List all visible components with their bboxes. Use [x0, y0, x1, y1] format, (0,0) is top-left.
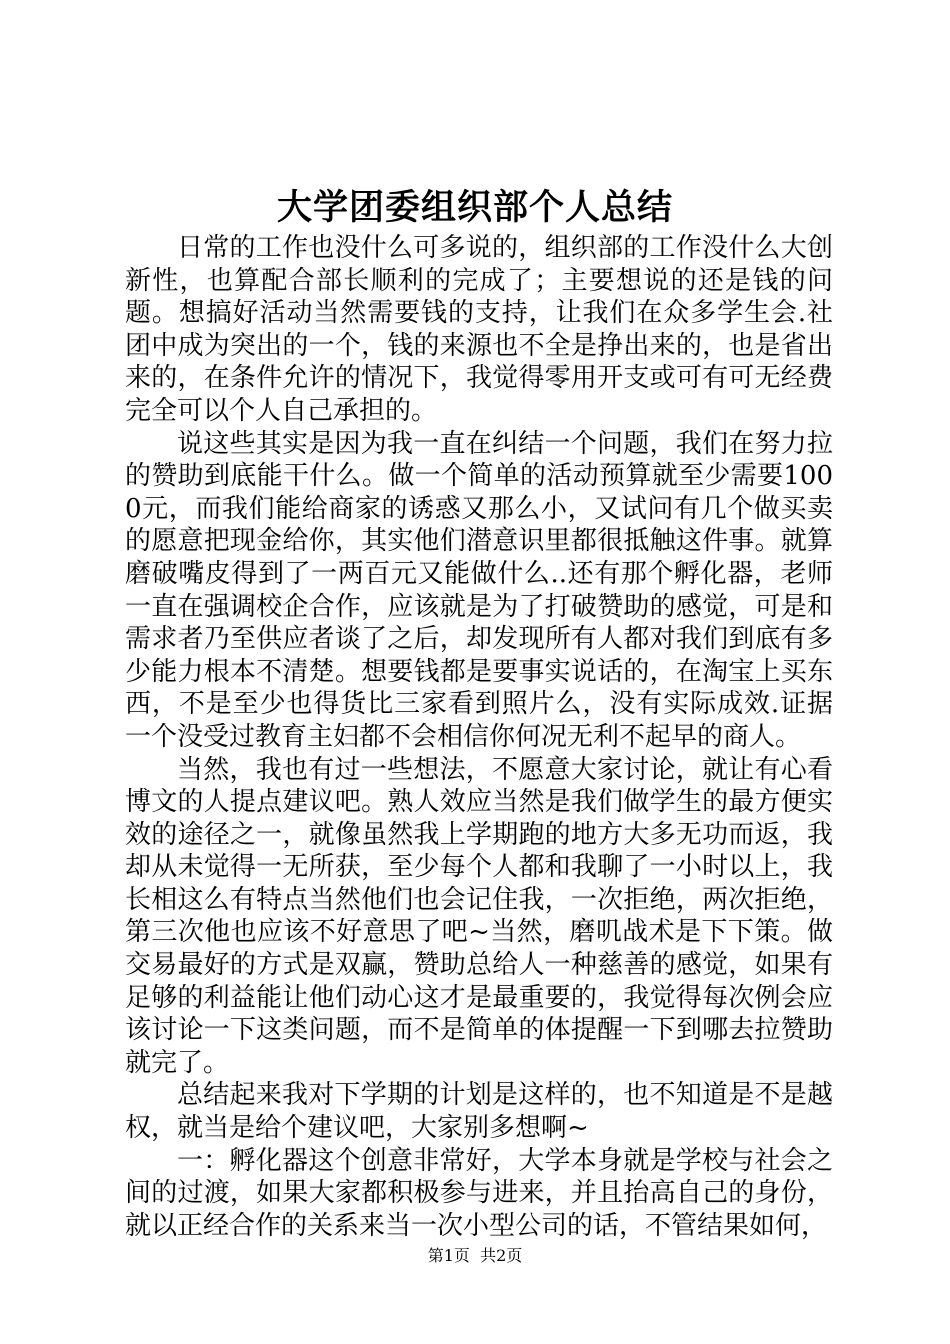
paragraph-2: 说这些其实是因为我一直在纠结一个问题，我们在努力拉的赞助到底能干什么。做一个简单的活动预算就至少需要1000元，而我们能给商家的诱惑又那么小，又试问有几个做买卖的愿意把现金给你，其实他们潜意识里都很抵触这件事。就算磨破嘴皮得到了一两百元又能做什么..还有那个孵化器，老师一直在强调校企合作，应该就是为了打破赞助的感觉，可是和需求者乃至供应者谈了之后，却发现所有人都对我们到底有多少能力根本不清楚。想要钱都是要事实说话的，在淘宝上买东西，不是至少也得货比三家看到照片么，没有实际成效.证据一个没受过教育主妇都不会相信你何况无利不起早的商人。	[125, 428, 833, 752]
page-number-current: 第1页	[427, 1246, 470, 1265]
document-body	[125, 232, 833, 1242]
footer-separator	[470, 1246, 480, 1265]
paragraph-3: 当然，我也有过一些想法，不愿意大家讨论，就让有心看博文的人提点建议吧。熟人效应当然是我们做学生的最方便实效的途径之一，就像虽然我上学期跑的地方大多无功而返，我却从未觉得一无所获，至少每个人都和我聊了一小时以上，我长相这么有特点当然他们也会记住我，一次拒绝，两次拒绝，第三次他也应该不好意思了吧~当然，磨叽战术是下下策。做交易最好的方式是双赢，赞助总给人一种慈善的感觉，如果有足够的利益能让他们动心这才是最重要的，我觉得每次例会应该讨论一下这类问题，而不是简单的体提醒一下到哪去拉赞助就完了。	[125, 754, 833, 1078]
paragraph-1: 日常的工作也没什么可多说的，组织部的工作没什么大创新性，也算配合部长顺利的完成了；主要想说的还是钱的问题。想搞好活动当然需要钱的支持，让我们在众多学生会.社团中成为突出的一个，钱的来源也不全是挣出来的，也是省出来的，在条件允许的情况下，我觉得零用开支或可有可无经费完全可以个人自己承担的。	[125, 233, 833, 426]
document-title: 大学团委组织部个人总结	[276, 187, 673, 228]
paragraph-5: 一：孵化器这个创意非常好，大学本身就是学校与社会之间的过渡，如果大家都积极参与进来，并且抬高自己的身份，就以正经合作的关系来当一次小型公司的话，不管结果如何，	[125, 1145, 833, 1241]
page-number-total: 共2页	[480, 1246, 523, 1265]
page-footer	[0, 1245, 950, 1267]
paragraph-4: 总结起来我对下学期的计划是这样的，也不知道是不是越权，就当是给个建议吧，大家别多想啊~	[125, 1080, 833, 1144]
